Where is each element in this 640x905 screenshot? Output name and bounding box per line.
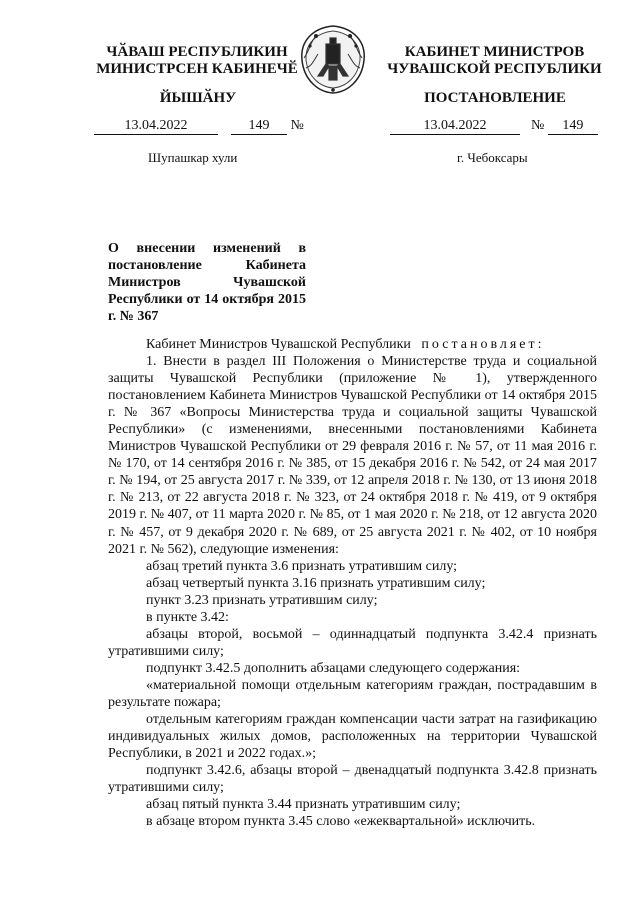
number-sign-left: №: [290, 118, 304, 133]
header-right-line2: ЧУВАШСКОЙ РЕСПУБЛИКИ: [387, 61, 602, 77]
date-right: 13.04.2022: [390, 118, 520, 135]
document-body: [108, 336, 597, 830]
date-left: 13.04.2022: [94, 118, 218, 135]
number-sign-right: №: [531, 118, 545, 133]
body-paragraph: абзац третий пункта 3.6 признать утратившим силу;: [146, 558, 458, 574]
header-left-chuvash: [90, 44, 304, 78]
number-left: 149: [231, 118, 287, 135]
header-left-line1: ЧӐВАШ РЕСПУБЛИКИН: [106, 44, 288, 60]
body-paragraph: в абзаце втором пункта 3.45 слово «ежеквартальной» исключить.: [146, 814, 536, 830]
doctype-left: ЙЫШӐНУ: [159, 90, 237, 106]
coat-of-arms-emblem: [296, 20, 370, 96]
body-paragraph: подпункт 3.42.6, абзацы второй – двенадцатый подпункта 3.42.8 признать утратившими силу;: [108, 763, 597, 796]
body-paragraph: подпункт 3.42.5 дополнить абзацами следующего содержания:: [146, 660, 521, 676]
doctype-right: ПОСТАНОВЛЕНИЕ: [424, 90, 566, 106]
number-line-left: [94, 118, 304, 135]
city-right: г. Чебоксары: [457, 150, 528, 165]
intro-text: Кабинет Министров Чувашской Республики: [146, 337, 411, 352]
body-paragraph: в пункте 3.42:: [146, 609, 229, 625]
number-line-right: [390, 118, 598, 135]
header-right-line1: КАБИНЕТ МИНИСТРОВ: [404, 44, 585, 60]
city-left: Шупашкар хули: [148, 150, 238, 165]
body-paragraph: «материальной помощи отдельным категориям граждан, пострадавшим в результате пожара;: [108, 677, 597, 710]
body-paragraph: абзац четвертый пункта 3.16 признать утратившим силу;: [146, 575, 486, 591]
header-left-line2: МИНИСТРСЕН КАБИНЕЧӖ: [96, 61, 298, 77]
body-paragraph: 1. Внести в раздел III Положения о Министерстве труда и социальной защиты Чувашской Республики (приложение № 1), утвержденного постановлением Кабинета Министров Чувашской Республики от 14 октября 2015 г. № 367 «Вопросы Министерства труда и социальной защиты Чувашской Республики» (с изменениями, внесенными постановлениями Кабинета Министров Чувашской Республики от 29 февраля 2016 г. № 57, от 11 мая 2016 г. № 170, от 14 сентября 2016 г. № 385, от 15 декабря 2016 г. № 542, от 24 мая 2017 г. № 194, от 25 августа 2017 г. № 339, от 12 апреля 2018 г. № 130, от 13 июня 2018 г. № 213, от 22 августа 2018 г. № 323, от 24 октября 2018 г. № 419, от 9 октября 2019 г. № 407, от 11 марта 2020 г. № 85, от 1 мая 2020 г. № 218, от 12 августа 2020 г. № 457, от 9 декабря 2020 г. № 689, от 25 августа 2021 г. № 402, от 10 ноября 2021 г. № 562), следующие изменения:: [108, 354, 597, 557]
intro-paragraph: [108, 336, 597, 353]
body-paragraph: пункт 3.23 признать утратившим силу;: [146, 592, 378, 608]
document-subject: О внесении изменений в постановление Кабинета Министров Чувашской Республики от 14 октября 2015 г. № 367: [108, 241, 306, 324]
intro-decree-word: постановляет:: [421, 337, 545, 352]
body-paragraph: отдельным категориям граждан компенсации части затрат на газификацию индивидуальных жилых домов, расположенных на территории Чувашской Республики, в 2021 и 2022 годах.»;: [108, 712, 597, 762]
header-right-russian: [372, 44, 617, 78]
body-paragraph: абзац пятый пункта 3.44 признать утратившим силу;: [146, 797, 461, 813]
number-right: 149: [548, 118, 598, 135]
body-paragraph: абзацы второй, восьмой – одиннадцатый подпункта 3.42.4 признать утратившими силу;: [108, 626, 597, 659]
